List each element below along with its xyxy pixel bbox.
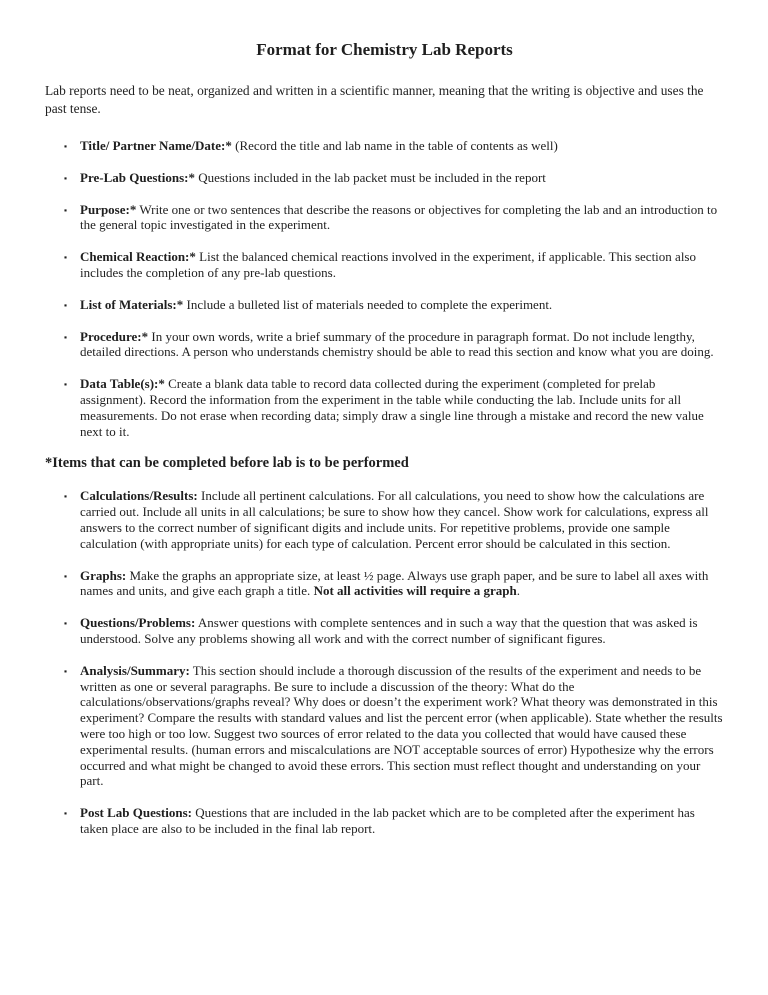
bullet-icon: ▪ — [64, 379, 68, 390]
section-heading: *Items that can be completed before lab is to be performed — [45, 455, 409, 472]
bullet-icon: ▪ — [64, 331, 68, 342]
item-label: Post Lab Questions: — [80, 805, 192, 821]
bullet-icon: ▪ — [64, 141, 68, 151]
list-item-analysis-summary — [45, 663, 724, 789]
item-text: Make the graphs an appropriate size, at least ½ page. Always use graph paper, and be sure to label all axes with names and units, and give each graph a title. — [80, 567, 709, 599]
item-label: Data Table(s):* — [80, 376, 165, 392]
item-text: Questions that are included in the lab packet which are to be completed after the experiment has taken place are also to be included in the final lab report. — [80, 805, 695, 836]
item-text: Write one or two sentences that describe the reasons or objectives for completing the lab and an introduction to the general topic investigated in the experiment. — [80, 201, 718, 233]
item-text: Create a blank data table to record data collected during the experiment (completed for prelab assignment). Record the information from the experiment in the table while conducting the lab. Include units for all measurements. Do not erase when recording data; simply draw a single line through a mistake and record the new value next to it. — [80, 376, 704, 439]
item-label: Purpose:* — [80, 201, 137, 217]
intro-paragraph: Lab reports need to be neat, organized and written in a scientific manner, meaning that the writing is objective and uses the past tense. — [45, 83, 704, 116]
item-text: List the balanced chemical reactions involved in the experiment, if applicable. This section also includes the completion of any pre-lab questions. — [80, 249, 696, 280]
bullet-icon: ▪ — [64, 172, 68, 183]
item-text: Include all pertinent calculations. For all calculations, you need to show how the calculations are carried out. Include all units in all calculations; be sure to show how they cancel. Show work for calculations, express all answers to the correct number of significant digits and include units. For repetitive problems, provide one sample calculation (with appropriate units) for each type of calculation. Percent error should be calculated in this section. — [80, 488, 709, 551]
bullet-icon: ▪ — [64, 618, 68, 629]
item-text: This section should include a thorough discussion of the results of the experiment and needs to be written as one or several paragraphs. Be sure to include a discussion of the theory: What do the calculations/observations/graphs reveal? Why does or doesn’t the experiment work? What theory was demonstrated in this experiment? Compare the results with standard values and list the percent error (when applicable). State whether the results were too high or too low. Suggest two sources of error related to the data you collected that would have caused these experimental results. (human errors and miscalculations are NOT acceptable sources of error) Hypothesize why the errors occurred and what might be changed to avoid these errors. This section must reflect thought and understanding on your part. — [80, 662, 723, 789]
bullet-icon: ▪ — [64, 252, 68, 263]
item-label: Questions/Problems: — [80, 615, 196, 631]
item-label: List of Materials:* — [80, 296, 184, 312]
list-item-pre-lab-questions — [45, 170, 724, 186]
report-list — [45, 488, 724, 836]
item-label: Chemical Reaction:* — [80, 249, 196, 265]
item-label: Analysis/Summary: — [80, 662, 190, 678]
list-item-post-lab-questions — [45, 805, 724, 837]
item-text: (Record the title and lab name in the table of contents as well) — [231, 138, 558, 153]
item-label: Pre-Lab Questions:* — [80, 169, 195, 185]
bullet-icon: ▪ — [64, 491, 68, 502]
list-item-data-tables — [45, 376, 724, 439]
item-tail-end: . — [516, 583, 520, 599]
bullet-icon: ▪ — [64, 204, 68, 215]
item-label: Calculations/Results: — [80, 488, 198, 504]
list-item-purpose — [45, 202, 724, 234]
page-title: Format for Chemistry Lab Reports — [256, 40, 513, 59]
bullet-icon: ▪ — [64, 808, 68, 819]
item-bold-tail: Not all activities will require a graph — [313, 583, 517, 599]
list-item-procedure — [45, 329, 724, 361]
item-text: Questions included in the lab packet must be included in the report — [194, 169, 546, 185]
list-item-calculations — [45, 488, 724, 551]
item-label: Graphs: — [80, 567, 127, 583]
item-label: Title/ Partner Name/Date:* — [80, 138, 232, 153]
item-text: In your own words, write a brief summary of the procedure in paragraph format. Do not include lengthy, detailed directions. A person who understands chemistry should be able to read this section and know what you are doing. — [80, 328, 714, 360]
bullet-icon: ▪ — [64, 570, 68, 581]
list-item-materials — [45, 297, 724, 313]
bullet-icon: ▪ — [64, 299, 68, 310]
item-text: Answer questions with complete sentences and in such a way that the question that was asked is understood. Solve any problems showing all work and with the correct number of significant figures. — [80, 615, 698, 646]
pre-lab-list — [45, 138, 724, 439]
list-item-graphs — [45, 568, 724, 600]
item-text: Include a bulleted list of materials needed to complete the experiment. — [183, 296, 553, 312]
list-item-questions-problems — [45, 615, 724, 647]
bullet-icon: ▪ — [64, 665, 68, 676]
item-label: Procedure:* — [80, 328, 149, 344]
list-item-title-partner — [45, 138, 724, 154]
list-item-chemical-reaction — [45, 249, 724, 281]
